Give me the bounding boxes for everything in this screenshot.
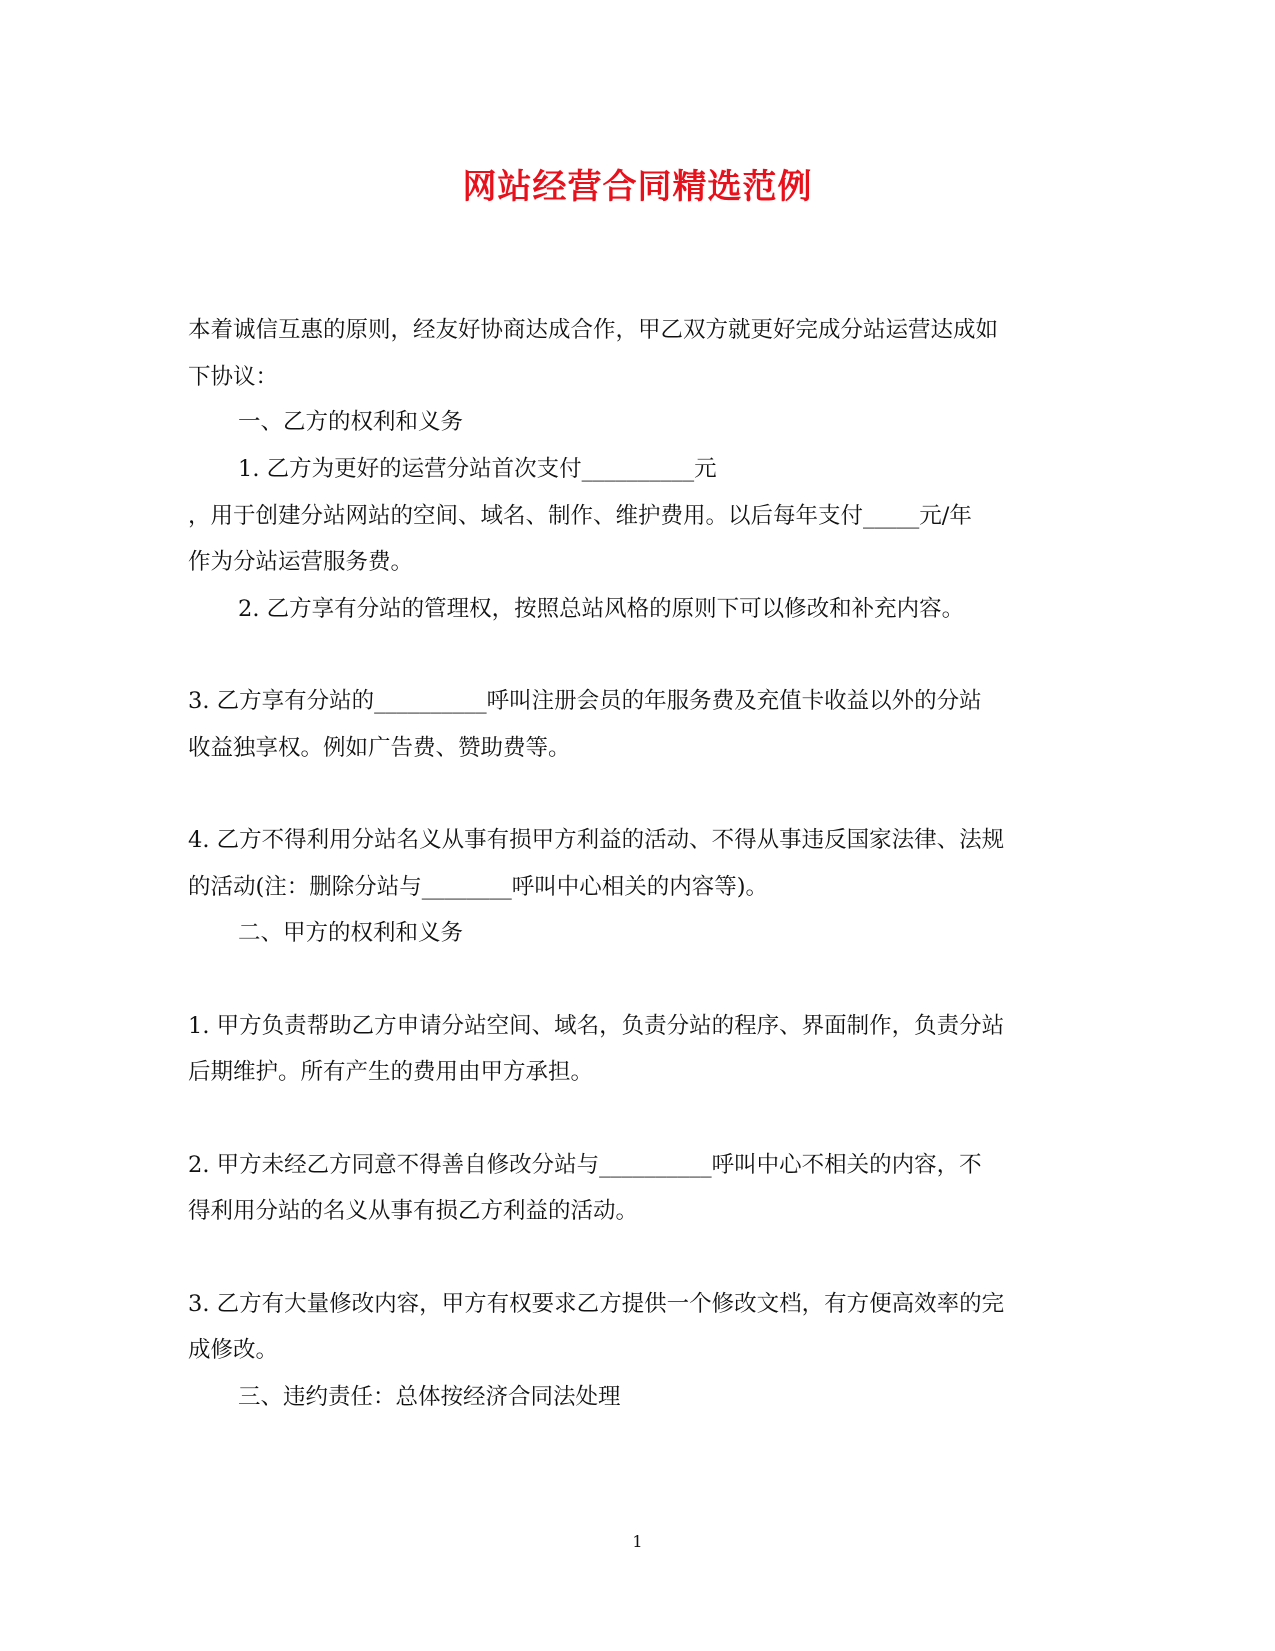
section-heading: 三、违约责任：总体按经济合同法处理 [238,1384,621,1410]
paragraph-line: 收益独享权。例如广告费、赞助费等。 [188,735,571,761]
paragraph-line: 2. 甲方未经乙方同意不得善自修改分站与__________呼叫中心不相关的内容，不 [188,1152,982,1178]
paragraph-line: 3. 乙方享有分站的__________呼叫注册会员的年服务费及充值卡收益以外的分站 [188,688,982,714]
paragraph-line: 的活动(注：删除分站与________呼叫中心相关的内容等)。 [188,874,769,900]
paragraph-line: 3. 乙方有大量修改内容，甲方有权要求乙方提供一个修改文档，有方便高效率的完 [188,1291,1005,1317]
paragraph-line: ，用于创建分站网站的空间、域名、制作、维护费用。以后每年支付_____元/年 [188,503,972,529]
section-heading: 一、乙方的权利和义务 [238,409,464,435]
document-title: 网站经营合同精选范例 [462,167,813,207]
paragraph-line: 1. 乙方为更好的运营分站首次支付__________元 [238,456,717,482]
paragraph-line: 作为分站运营服务费。 [188,549,414,575]
page-number: 1 [632,1532,643,1551]
paragraph-line: 后期维护。所有产生的费用由甲方承担。 [188,1059,594,1085]
paragraph-line: 2. 乙方享有分站的管理权，按照总站风格的原则下可以修改和补充内容。 [238,596,965,622]
section-heading: 二、甲方的权利和义务 [238,920,464,946]
paragraph-line: 本着诚信互惠的原则，经友好协商达成合作，甲乙双方就更好完成分站运营达成如 [188,317,999,343]
paragraph-line: 成修改。 [188,1337,279,1363]
paragraph-line: 得利用分站的名义从事有损乙方利益的活动。 [188,1198,639,1224]
paragraph-line: 4. 乙方不得利用分站名义从事有损甲方利益的活动、不得从事违反国家法律、法规 [188,827,1005,853]
paragraph-line: 下协议： [188,364,279,390]
paragraph-line: 1. 甲方负责帮助乙方申请分站空间、域名，负责分站的程序、界面制作，负责分站 [188,1013,1005,1039]
